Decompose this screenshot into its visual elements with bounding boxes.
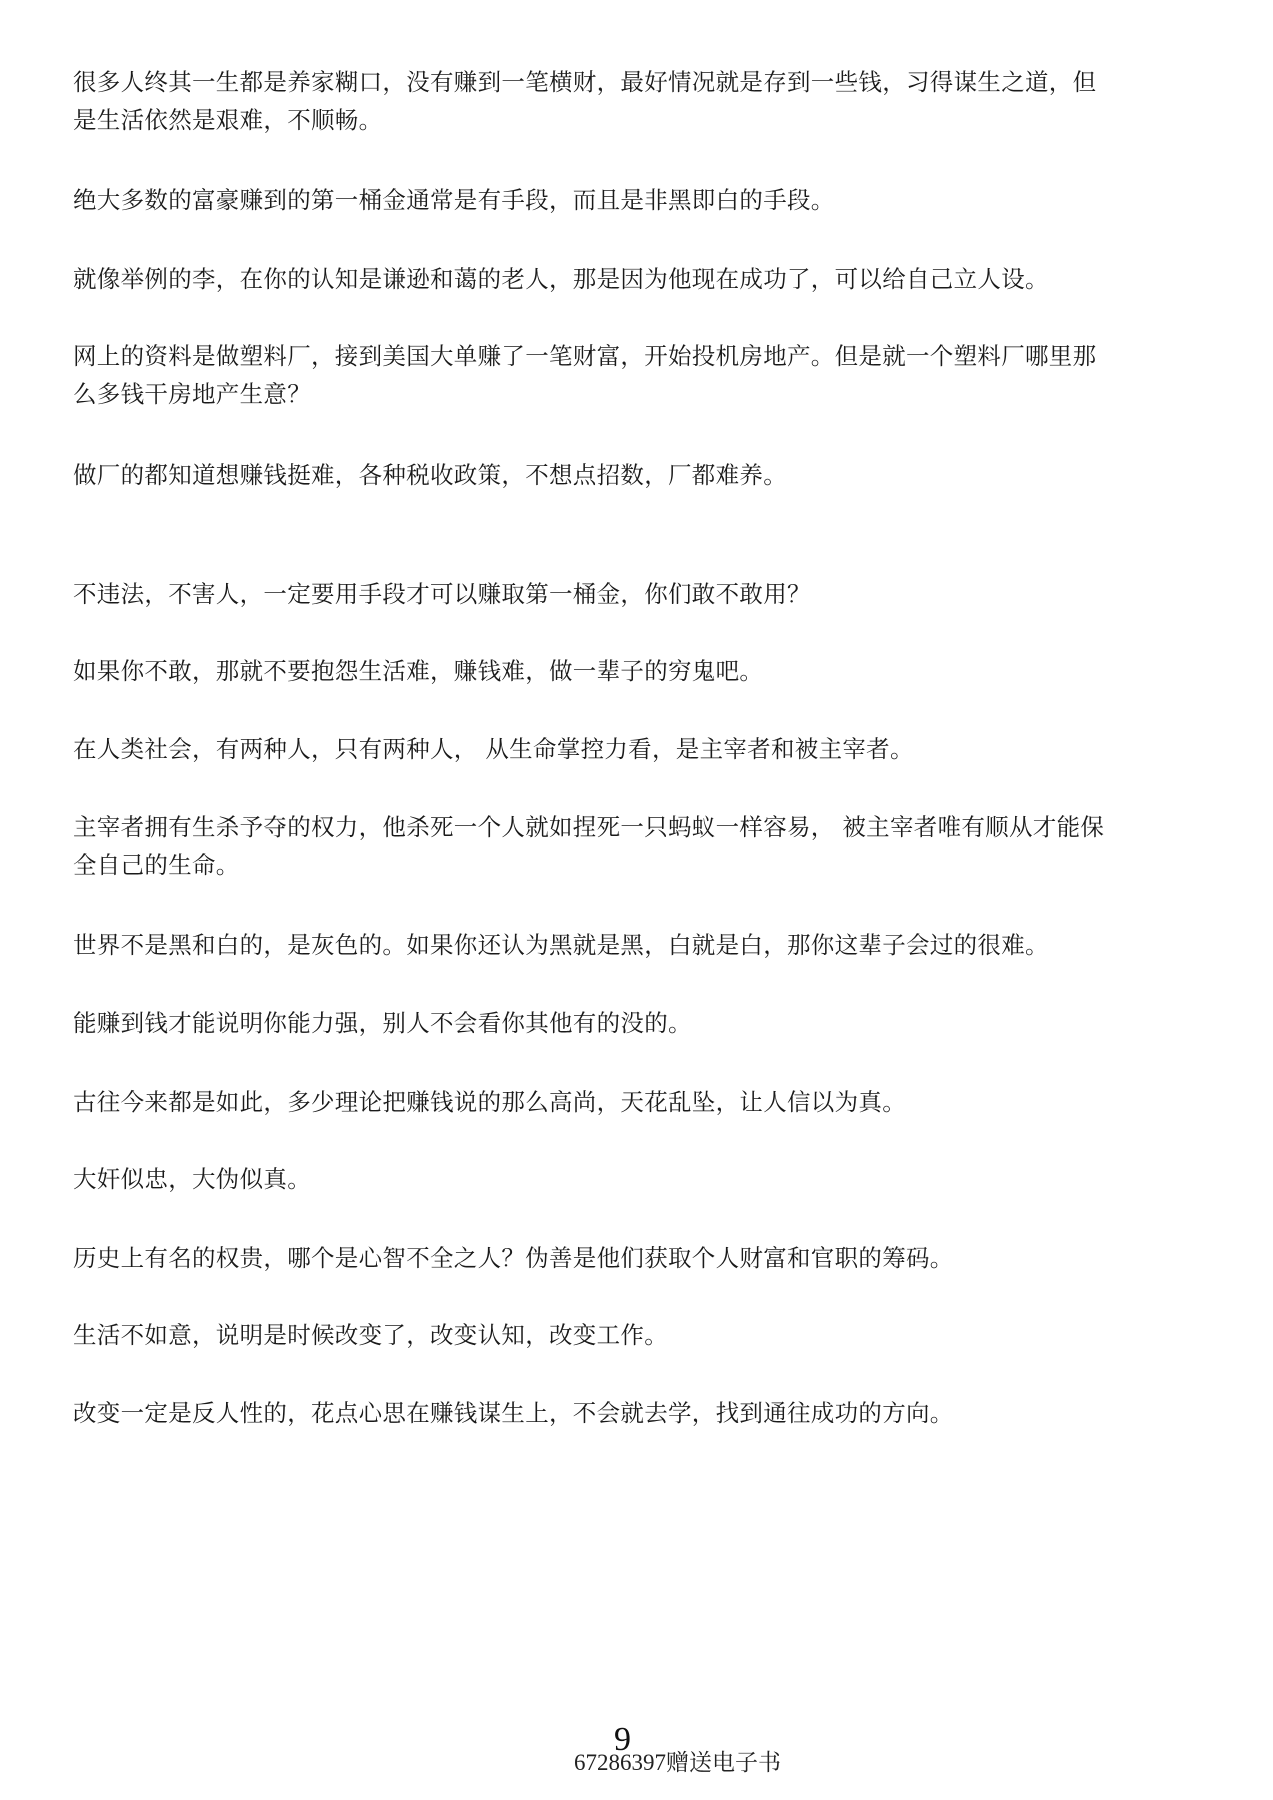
- paragraph-line: 就像举例的李，在你的认知是谦逊和蔼的老人，那是因为他现在成功了，可以给自己立人设。: [73, 265, 1049, 293]
- paragraph: [73, 926, 1203, 964]
- paragraph: [73, 1239, 1203, 1277]
- paragraph-line: 改变一定是反人性的，花点心思在赚钱谋生上，不会就去学，找到通往成功的方向。: [73, 1399, 954, 1427]
- paragraph-line: 绝大多数的富豪赚到的第一桶金通常是有手段，而且是非黑即白的手段。: [73, 186, 835, 214]
- paragraph: [73, 63, 1203, 139]
- paragraph-line: 是生活依然是艰难，不顺畅。: [73, 106, 383, 134]
- paragraph: [73, 1316, 1203, 1354]
- paragraph-line: 世界不是黑和白的，是灰色的。如果你还认为黑就是黑，白就是白，那你这辈子会过的很难。: [73, 931, 1049, 959]
- paragraph-line: 大奸似忠，大伪似真。: [73, 1165, 311, 1193]
- paragraph: [73, 260, 1203, 298]
- paragraph-line: 全自己的生命。: [73, 851, 240, 879]
- paragraph-line: 在人类社会，有两种人，只有两种人， 从生命掌控力看，是主宰者和被主宰者。: [73, 735, 914, 763]
- paragraph-line: 主宰者拥有生杀予夺的权力，他杀死一个人就如捏死一只蚂蚁一样容易， 被主宰者唯有顺从才能保: [73, 813, 1105, 841]
- paragraph-line: 如果你不敢，那就不要抱怨生活难，赚钱难，做一辈子的穷鬼吧。: [73, 657, 764, 685]
- paragraph-line: 网上的资料是做塑料厂，接到美国大单赚了一笔财富，开始投机房地产。但是就一个塑料厂哪里那: [73, 342, 1097, 370]
- paragraph: [73, 456, 1203, 494]
- paragraph-line: 做厂的都知道想赚钱挺难，各种税收政策，不想点招数，厂都难养。: [73, 461, 787, 489]
- paragraph-line: 么多钱干房地产生意？: [73, 380, 311, 408]
- paragraph: [73, 1394, 1203, 1432]
- paragraph: [73, 1160, 1203, 1198]
- paragraph: [73, 808, 1203, 884]
- paragraph-line: 生活不如意，说明是时候改变了，改变认知，改变工作。: [73, 1321, 668, 1349]
- paragraph-line: 历史上有名的权贵，哪个是心智不全之人？伪善是他们获取个人财富和官职的筹码。: [73, 1244, 954, 1272]
- paragraph: [73, 337, 1203, 413]
- paragraph: [73, 1004, 1203, 1042]
- paragraph-line: 能赚到钱才能说明你能力强，别人不会看你其他有的没的。: [73, 1009, 692, 1037]
- paragraph: [73, 181, 1203, 219]
- paragraph-line: 古往今来都是如此，多少理论把赚钱说的那么高尚，天花乱坠，让人信以为真。: [73, 1088, 906, 1116]
- footer-note: 67286397赠送电子书: [574, 1750, 781, 1775]
- paragraph: [73, 575, 1203, 613]
- paragraph-line: 很多人终其一生都是养家糊口，没有赚到一笔横财，最好情况就是存到一些钱，习得谋生之道，但: [73, 68, 1097, 96]
- paragraph: [73, 652, 1203, 690]
- page-number: 9: [614, 1721, 631, 1758]
- paragraph: [73, 730, 1203, 768]
- paragraph: [73, 1083, 1203, 1121]
- paragraph-line: 不违法，不害人，一定要用手段才可以赚取第一桶金，你们敢不敢用？: [73, 580, 811, 608]
